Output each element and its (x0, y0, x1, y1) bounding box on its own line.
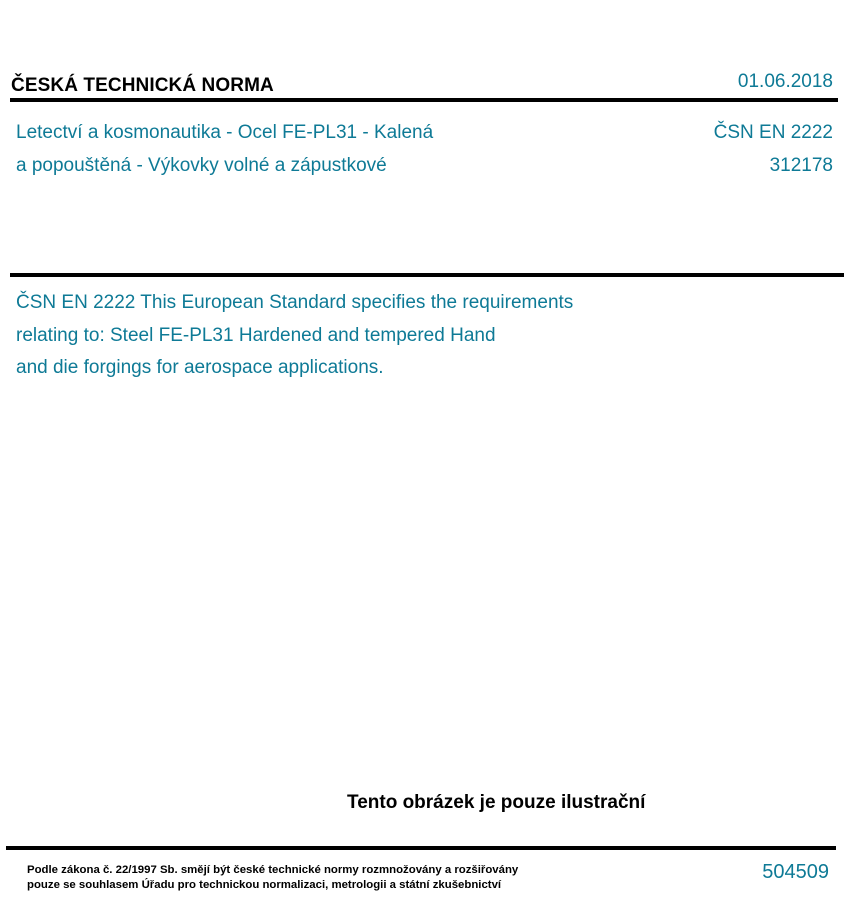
legal-notice-line-1: Podle zákona č. 22/1997 Sb. smějí být české technické normy rozmnožovány a rozšiřovány (27, 864, 519, 876)
classification-number: 312178 (769, 155, 833, 176)
standard-description (16, 287, 573, 385)
title-divider (10, 273, 844, 277)
standard-identifiers (714, 116, 833, 182)
description-line-3: and die forgings for aerospace applications. (16, 357, 384, 378)
standard-title (16, 116, 433, 182)
description-line-1: ČSN EN 2222 This European Standard specifies the requirements (16, 292, 574, 313)
legal-notice-line-2: pouze se souhlasem Úřadu pro technickou normalizaci, metrologii a státní zkušebnictví (27, 879, 502, 891)
footer-divider (6, 846, 836, 850)
description-line-2: relating to: Steel FE-PL31 Hardened and tempered Hand (16, 324, 496, 346)
legal-notice (27, 863, 518, 893)
standard-title-line-2: a popouštěná - Výkovky volné a zápustkové (16, 155, 387, 176)
standard-code: ČSN EN 2222 (713, 122, 833, 143)
header-divider (10, 98, 838, 102)
illustration-notice: Tento obrázek je pouze ilustrační (347, 792, 646, 813)
effective-date: 01.06.2018 (737, 71, 833, 92)
norm-label: ČESKÁ TECHNICKÁ NORMA (11, 75, 274, 96)
standard-title-line-1: Letectví a kosmonautika - Ocel FE-PL31 - Kalená (16, 122, 434, 143)
document-number: 504509 (762, 861, 829, 883)
